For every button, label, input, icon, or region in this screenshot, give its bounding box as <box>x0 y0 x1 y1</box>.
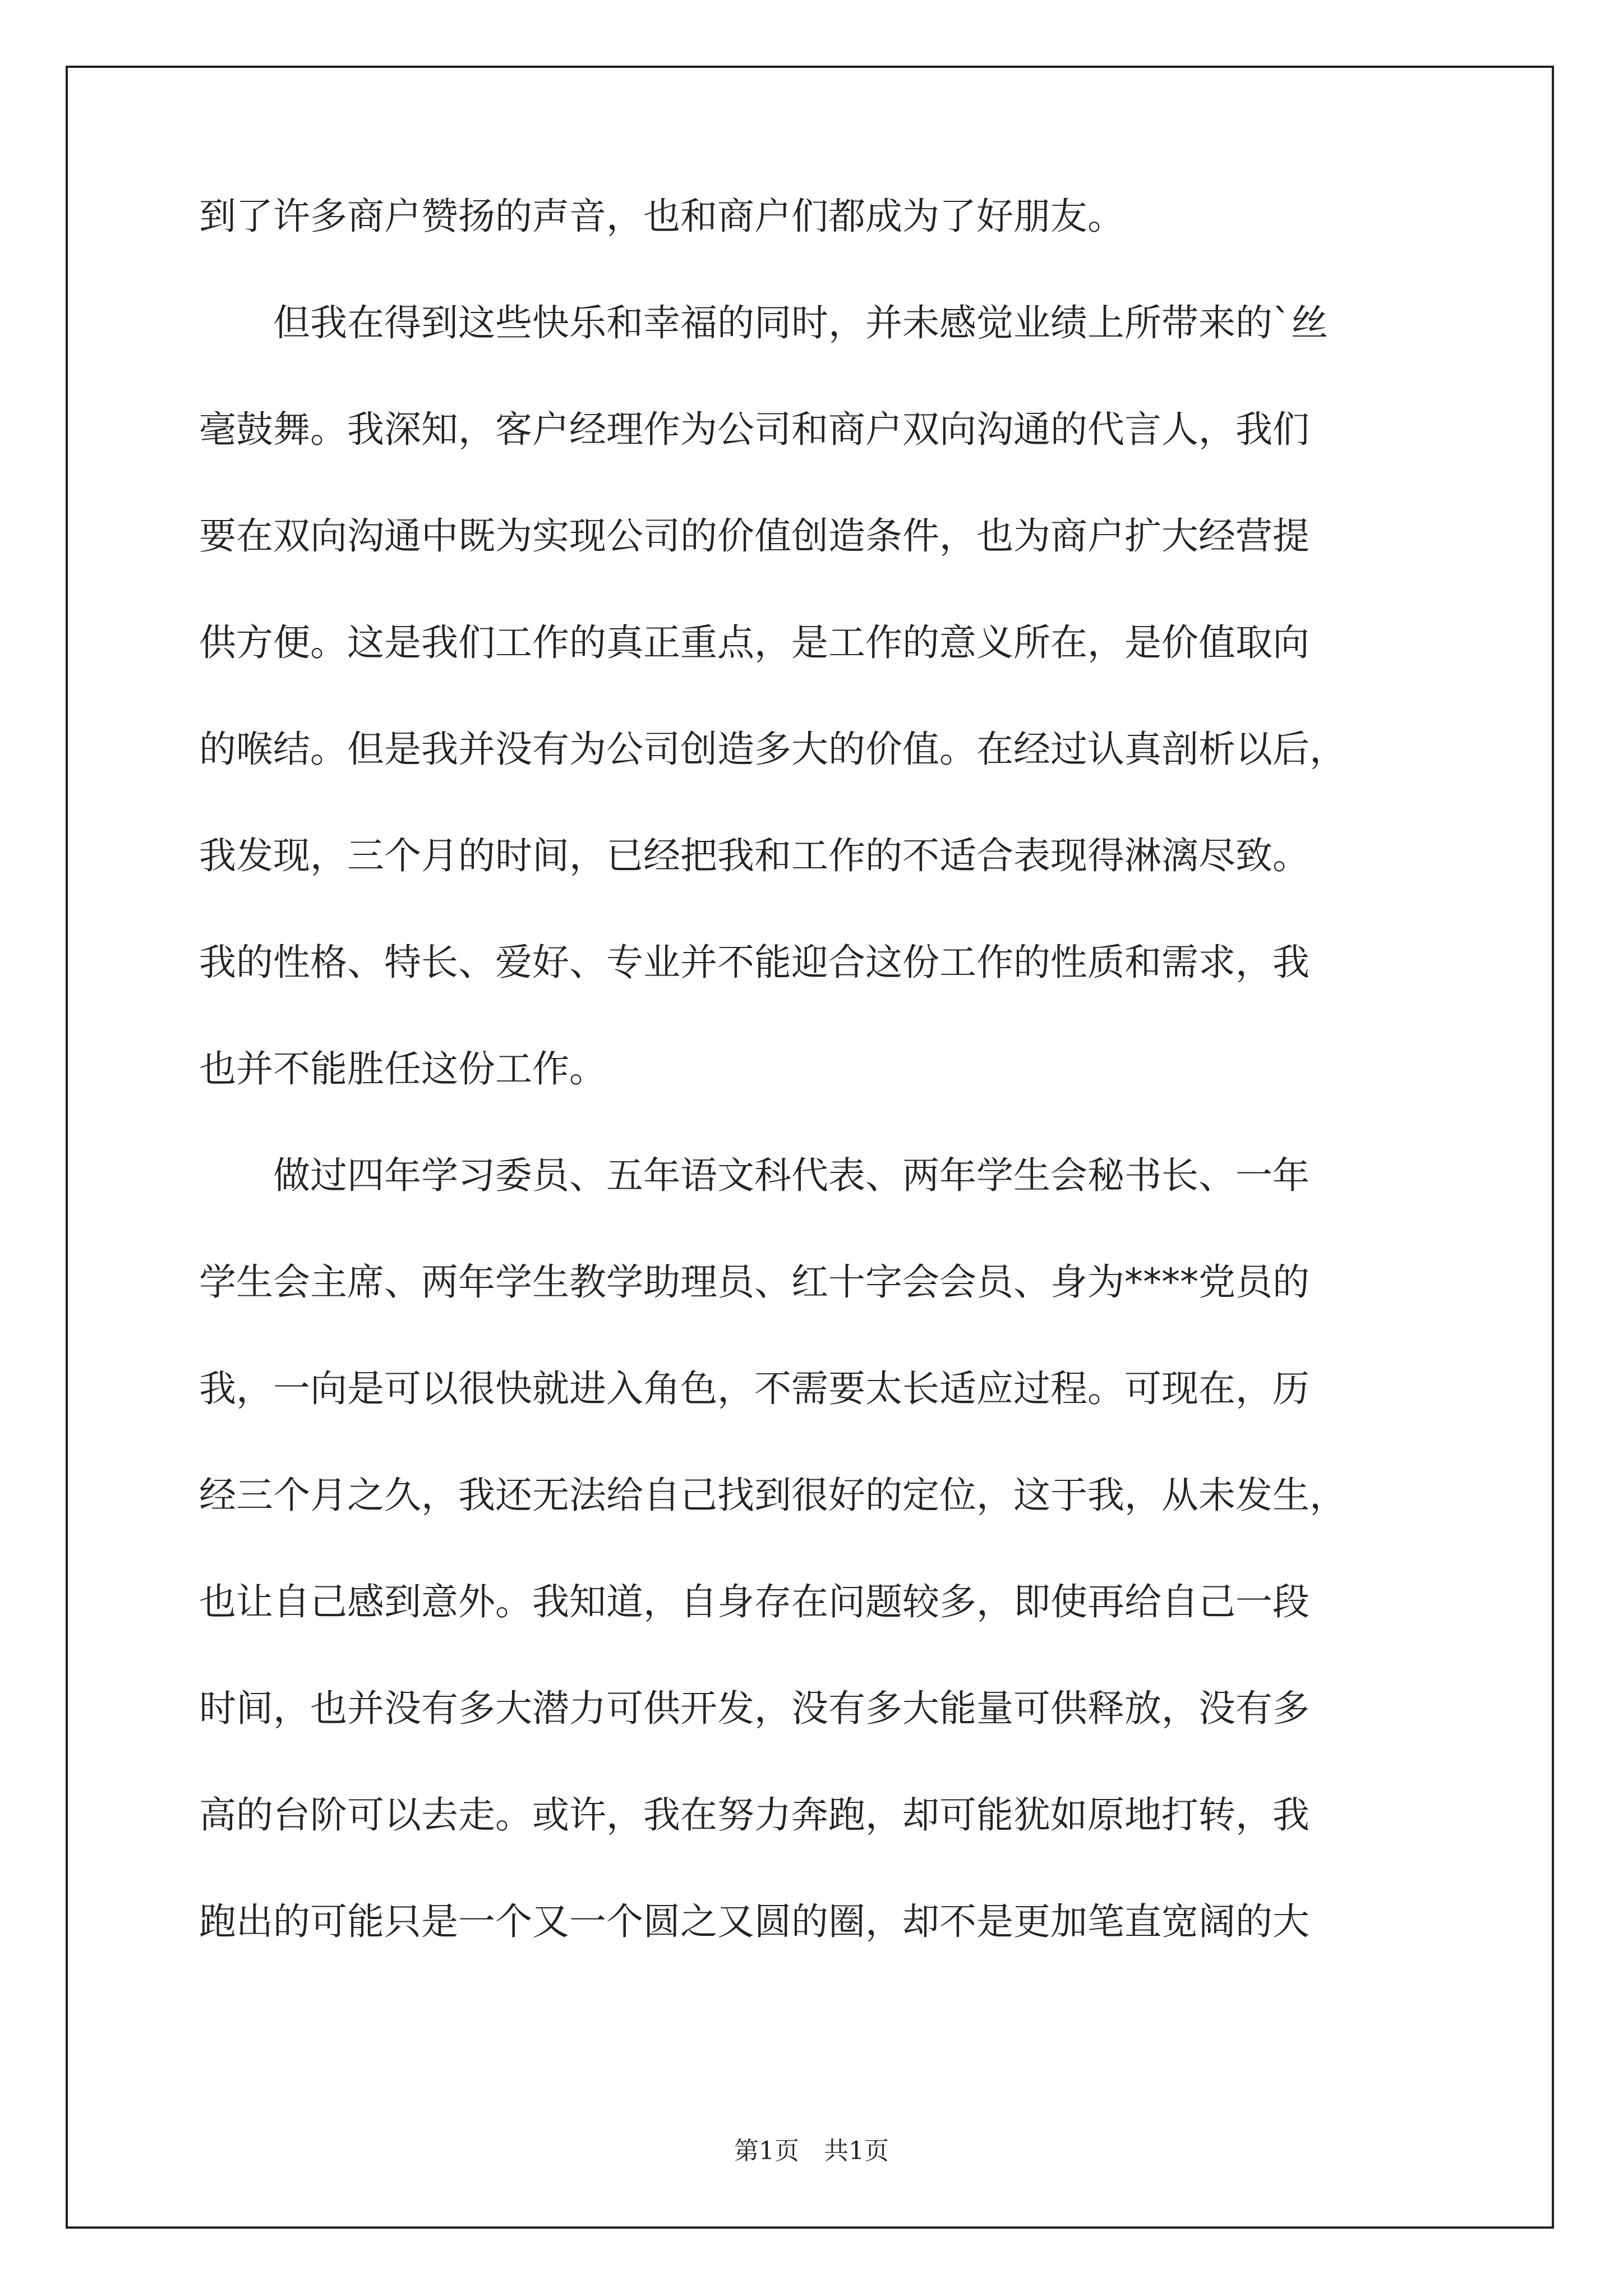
text-line: 的喉结。但是我并没有为公司创造多大的价值。在经过认真剖析以后， <box>199 728 1347 771</box>
text-line: 高的台阶可以去走。或许，我在努力奔跑，却可能犹如原地打转，我 <box>199 1793 1310 1837</box>
text-line: 时间，也并没有多大潜力可供开发，没有多大能量可供释放，没有多 <box>199 1687 1310 1730</box>
text-line: 跑出的可能只是一个又一个圆之又圆的圈，却不是更加笔直宽阔的大 <box>199 1900 1310 1943</box>
text-line: 毫鼓舞。我深知，客户经理作为公司和商户双向沟通的代言人，我们 <box>199 408 1310 451</box>
text-line: 我发现，三个月的时间，已经把我和工作的不适合表现得淋漓尽致。 <box>199 834 1310 877</box>
text-line: 供方便。这是我们工作的真正重点，是工作的意义所在，是价值取向 <box>199 621 1310 664</box>
page-number-footer: 第1页 共1页 <box>734 2137 889 2165</box>
text-line: 也让自己感到意外。我知道，自身存在问题较多，即使再给自己一段 <box>199 1580 1310 1623</box>
text-line: 我的性格、特长、爱好、专业并不能迎合这份工作的性质和需求，我 <box>199 941 1310 984</box>
text-line: 学生会主席、两年学生教学助理员、红十字会会员、身为****党员的 <box>199 1260 1310 1304</box>
text-line: 我，一向是可以很快就进入角色，不需要太长适应过程。可现在，历 <box>199 1367 1310 1410</box>
text-line: 做过四年学习委员、五年语文科代表、两年学生会秘书长、一年 <box>199 1154 1310 1197</box>
text-line: 也并不能胜任这份工作。 <box>199 1047 606 1091</box>
text-line: 要在双向沟通中既为实现公司的价值创造条件，也为商户扩大经营提 <box>199 514 1310 558</box>
text-line: 经三个月之久，我还无法给自己找到很好的定位，这于我，从未发生， <box>199 1474 1347 1517</box>
text-line: 但我在得到这些快乐和幸福的同时，并未感觉业绩上所带来的`丝 <box>199 301 1328 344</box>
text-line: 到了许多商户赞扬的声音，也和商户们都成为了好朋友。 <box>199 195 1124 238</box>
